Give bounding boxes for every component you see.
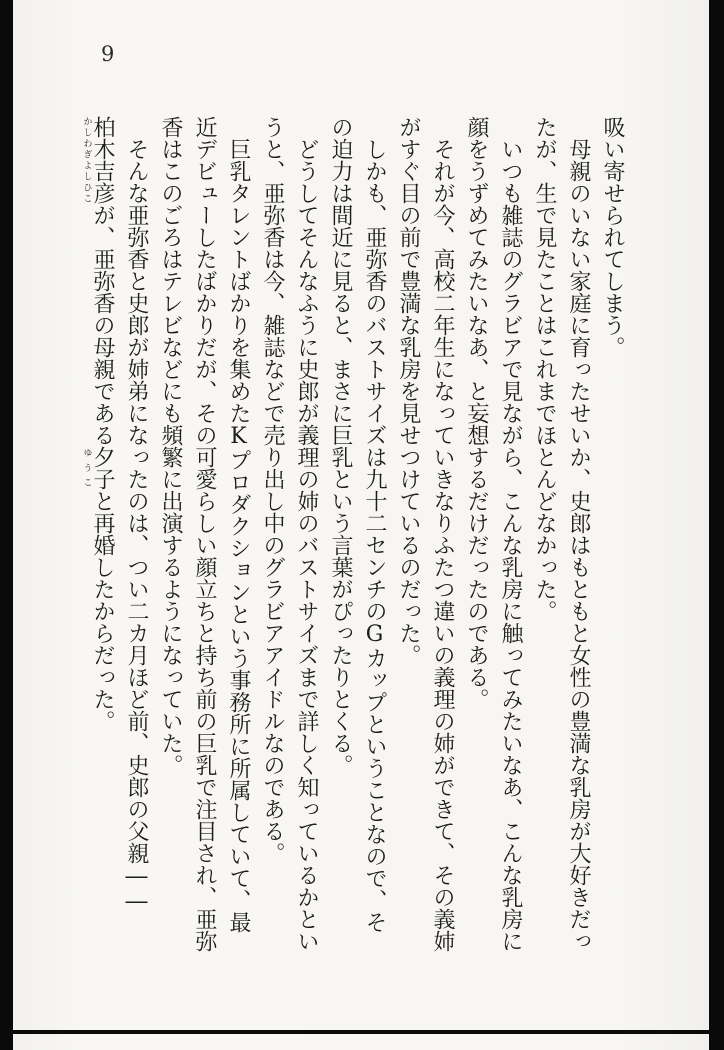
furigana: よしひこ	[81, 160, 92, 204]
ruby-annotated-name: 柏木かしわぎ	[81, 116, 115, 160]
paragraph: 母親のいない家庭に育ったせいか、史郎はもともと女性の豊満な乳房が大好きだったが、生で見たことはこれまでほとんどなかった。	[532, 116, 591, 952]
paragraph: 巨乳タレントばかりを集めたKプロダクションという事務所に所属していて、最近デビューしたばかりだが、その可愛らしい顔立ちと持ち前の巨乳で注目され、亜弥香はこのごろはテレビなどにも頻繁に出演するようになっていた。	[158, 116, 251, 952]
bottom-rule	[0, 1030, 724, 1034]
page-number: 9	[101, 42, 115, 66]
ruby-annotated-name: 夕子ゆうこ	[81, 446, 115, 490]
paragraph: いつも雑誌のグラビアで見ながら、こんな乳房に触ってみたいなあ、こんな乳房に顔をうずめてみたいなあ、と妄想するだけだったのである。	[464, 116, 523, 952]
paragraph: しかも、亜弥香のバストサイズは九十二センチのGカップということなので、その迫力は間近に見ると、まさに巨乳という言葉がぴったりとくる。	[328, 116, 387, 933]
paragraph: 吸い寄せられてしまう。	[600, 116, 625, 358]
furigana: ゆうこ	[81, 446, 92, 490]
paragraph: そんな亜弥香と史郎が姉弟になったのは、つい二カ月ほど前、史郎の父親――柏木かしわぎ吉彦よしひこが、亜弥香の母親である夕子ゆうこと再婚したからだった。	[81, 116, 149, 914]
paragraph: それが今、高校二年生になっていきなりふたつ違いの義理の姉ができて、その義姉がすぐ目の前で豊満な乳房を見せつけているのだった。	[396, 116, 455, 952]
vertical-text-block	[82, 116, 630, 952]
left-scan-border	[0, 0, 13, 1050]
paragraph: どうしてそんなふうに史郎が義理の姉のバストサイズまで詳しく知っているかというと、亜弥香は今、雑誌などで売り出し中のグラビアアイドルなのである。	[260, 116, 319, 952]
furigana: かしわぎ	[81, 116, 92, 160]
ruby-annotated-name: 吉彦よしひこ	[81, 160, 115, 204]
right-scan-border	[709, 0, 724, 1050]
